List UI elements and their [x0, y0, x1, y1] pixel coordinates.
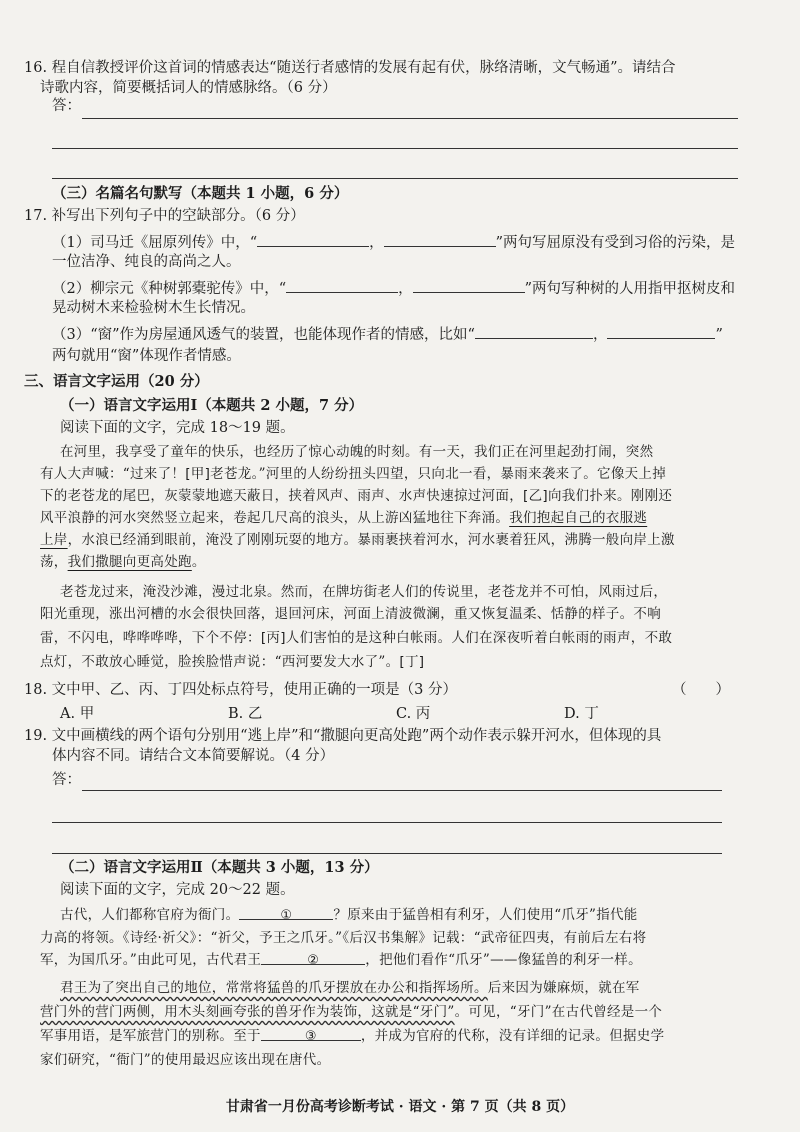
passage1-line: 上岸，水浪已经涌到眼前，淹没了刚刚玩耍的地方。暴雨裹挟着河水，河水裹着狂风，沸腾一般向岸上激 — [40, 532, 675, 548]
section-heading-3: 三、语言文字运用（20 分） — [24, 373, 209, 390]
q17-item-1-cont: 一位洁净、纯良的高尚之人。 — [52, 254, 241, 270]
passage1-line: 风平浪静的河水突然竖立起来，卷起几尺高的浪头，从上游凶猛地往下奔涌。我们抱起自己的衣服逃 — [40, 510, 648, 526]
punct-mark-ding: 丁 — [404, 654, 419, 670]
section-heading: （三）名篇名句默写（本题共 1 小题，6 分） — [52, 185, 349, 202]
q18-option-b[interactable]: B. 乙 — [228, 706, 263, 722]
fill-blank[interactable] — [257, 232, 369, 247]
q19-answer-label: 答： — [52, 772, 81, 788]
underlined-sentence-2: 我们撒腿向更高处跑 — [67, 554, 192, 570]
part2-instruction: 阅读下面的文字，完成 20～22 题。 — [60, 882, 295, 898]
answer-line[interactable] — [82, 790, 722, 791]
q19-line2: 体内容不同。请结合文本简要解说。（4 分） — [52, 748, 335, 764]
page-footer: 甘肃省一月份高考诊断考试 · 语文 · 第 7 页（共 8 页） — [225, 1099, 575, 1115]
underlined-sentence-1: 我们抱起自己的衣服逃 — [509, 510, 648, 526]
passage2-line: 雷，不闪电，哗哗哗哗，下个不停：[丙]人们害怕的是这种白帐雨。人们在深夜听着白帐雨的雨声，不敢 — [40, 630, 673, 646]
punct-mark-yi: 乙 — [528, 488, 543, 504]
q18-option-d[interactable]: D. 丁 — [564, 706, 599, 722]
passage3-line: 军，为国爪牙。”由此可见，古代君王 ② ，把他们看作“爪牙”——像猛兽的利牙一样。 — [40, 952, 642, 968]
wavy-underlined-sentence: 君王为了突出自己的地位，常常将猛兽的爪牙摆放在办公和指挥场所。 — [60, 980, 488, 996]
passage1-line: 在河里，我享受了童年的快乐，也经历了惊心动魄的时刻。有一天，我们正在河里起劲打闹，突然 — [60, 444, 654, 460]
fill-blank[interactable] — [413, 278, 525, 293]
passage3-line: 力高的将领。《诗经·祈父》：“祈父，予王之爪牙。”《后汉书集解》记载：“武帝征四夷，有前后左右将 — [40, 930, 647, 946]
q17-item-3-cont: 两句就用“窗”体现作者情感。 — [52, 348, 241, 364]
answer-line[interactable] — [52, 853, 722, 854]
passage3-line: 军事用语，是军旅营门的别称。至于 ③ ，并成为官府的代称，没有详细的记录。但据史学 — [40, 1028, 665, 1044]
fill-blank[interactable] — [475, 324, 593, 339]
q16-line2: 诗歌内容，简要概括词人的情感脉络。（6 分） — [40, 80, 337, 96]
passage3-line: 家们研究，“衙门”的使用最迟应该出现在唐代。 — [40, 1052, 331, 1068]
passage1-line: 下的老苍龙的尾巴，灰蒙蒙地遮天蔽日，挟着风声、雨声、水声快速掠过河面，[乙]向我们扑来。刚刚还 — [40, 488, 673, 504]
fill-blank-3[interactable]: ③ — [261, 1026, 361, 1041]
part1-instruction: 阅读下面的文字，完成 18～19 题。 — [60, 420, 295, 436]
q18-option-a[interactable]: A. 甲 — [60, 706, 95, 722]
answer-line[interactable] — [52, 822, 722, 823]
part1-heading: （一）语言文字运用Ⅰ（本题共 2 小题，7 分） — [60, 397, 364, 414]
passage1-line: 荡，我们撒腿向更高处跑。 — [40, 554, 206, 570]
q17-item-1: （1）司马迁《屈原列传》中，“ ， ”两句写屈原没有受到习俗的污染，是 — [52, 232, 735, 253]
passage2-line: 阳光重现，涨出河槽的水会很快回落，退回河床，河面上清波微澜，重又恢复温柔、恬静的样子。不响 — [40, 606, 661, 622]
q17-item-2: （2）柳宗元《种树郭橐驼传》中，“ ， ”两句写种树的人用指甲抠树皮和 — [52, 278, 735, 299]
passage2-line: 点灯，不敢放心睡觉，脸挨脸惜声说：“西河要发大水了”。[丁] — [40, 654, 425, 670]
q17-item-2-cont: 晃动树木来检验树木生长情况。 — [52, 300, 255, 316]
punct-mark-jia: 甲 — [190, 466, 205, 482]
passage3-line: 君王为了突出自己的地位，常常将猛兽的爪牙摆放在办公和指挥场所。后来因为嫌麻烦，就在军 — [60, 980, 640, 996]
passage3-line: 古代，人们都称官府为衙门。 ① ？原来由于猛兽相有利牙，人们使用“爪牙”指代能 — [60, 907, 638, 923]
fill-blank[interactable] — [286, 278, 398, 293]
wavy-underlined-sentence-end: 营门外的营门两侧，用木头刻画夸张的兽牙作为装饰，这就是“牙门” — [40, 1004, 455, 1020]
answer-line[interactable] — [82, 118, 738, 119]
q18-option-c[interactable]: C. 丙 — [396, 706, 431, 722]
passage2-line: 老苍龙过来，淹没沙滩，漫过北泉。然而，在牌坊街老人们的传说里，老苍龙并不可怕，风雨过后， — [60, 584, 668, 600]
fill-blank[interactable] — [384, 232, 496, 247]
answer-line[interactable] — [52, 178, 738, 179]
q16-answer-label: 答： — [52, 98, 81, 114]
q18-stem: 18. 文中甲、乙、丙、丁四处标点符号，使用正确的一项是（3 分） — [24, 682, 458, 698]
punct-mark-bing: 丙 — [266, 630, 281, 646]
q16-line1: 16. 程自信教授评价这首词的情感表达“随送行者感情的发展有起有伏，脉络清晰，文气畅通”。请结合 — [24, 60, 676, 76]
q17-item-3: （3）“窗”作为房屋通风透气的装置，也能体现作者的情感，比如“ ， ” — [52, 324, 723, 345]
fill-blank[interactable] — [607, 324, 715, 339]
passage3-line: 营门外的营门两侧，用木头刻画夸张的兽牙作为装饰，这就是“牙门”。可见，“牙门”在古代曾经是一个 — [40, 1004, 663, 1020]
part2-heading: （二）语言文字运用Ⅱ（本题共 3 小题，13 分） — [60, 859, 379, 876]
fill-blank-1[interactable]: ① — [239, 905, 333, 920]
answer-line[interactable] — [52, 148, 738, 149]
underlined-sentence-1-end: 上岸 — [40, 532, 68, 548]
q19-line1: 19. 文中画横线的两个语句分别用“逃上岸”和“撒腿向更高处跑”两个动作表示躲开河水，但体现的具 — [24, 728, 662, 744]
q17-stem: 17. 补写出下列句子中的空缺部分。（6 分） — [24, 208, 305, 224]
passage1-line: 有人大声喊：“过来了！[甲]老苍龙。”河里的人纷纷扭头四望，只向北一看，暴雨来袭来了。它像天上掉 — [40, 466, 667, 482]
fill-blank-2[interactable]: ② — [261, 950, 365, 965]
q18-answer-paren[interactable]: （ ） — [672, 682, 730, 698]
